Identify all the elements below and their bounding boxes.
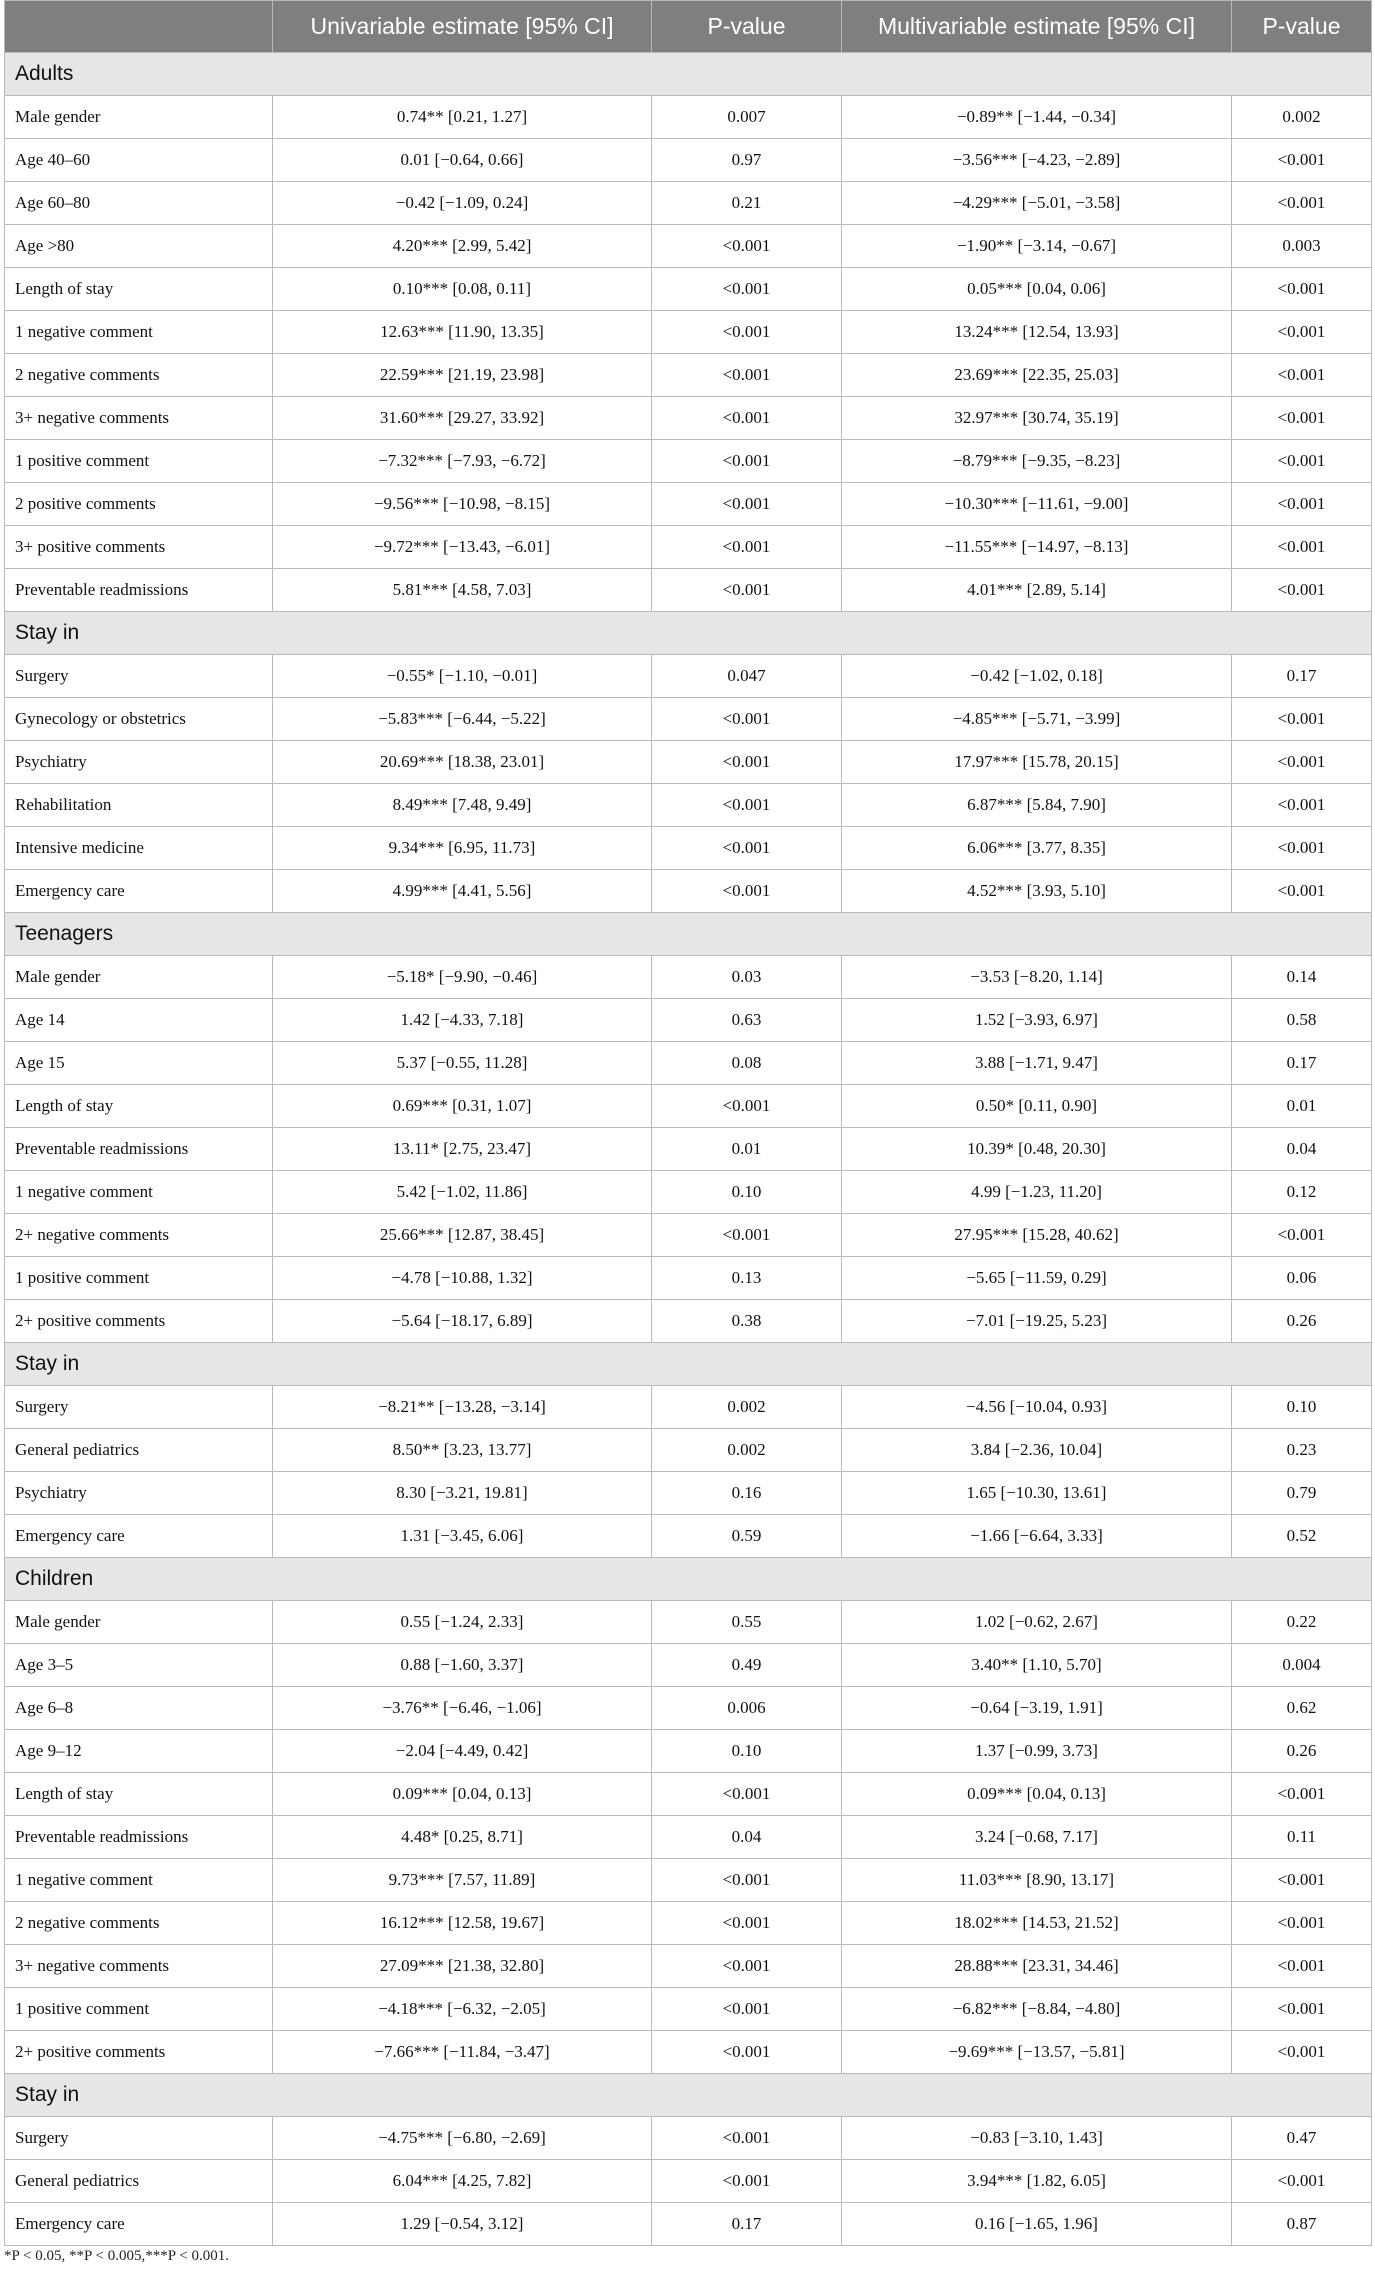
multivariable-p-value: <0.001: [1232, 1945, 1372, 1988]
univariable-estimate: 16.12*** [12.58, 19.67]: [273, 1902, 652, 1945]
multivariable-estimate: 1.37 [−0.99, 3.73]: [842, 1730, 1232, 1773]
multivariable-estimate: 0.16 [−1.65, 1.96]: [842, 2203, 1232, 2246]
univariable-p-value: <0.001: [652, 397, 842, 440]
table-row: [5, 1257, 1372, 1300]
univariable-p-value: <0.001: [652, 2160, 842, 2203]
multivariable-estimate: 3.94*** [1.82, 6.05]: [842, 2160, 1232, 2203]
table-row: [5, 354, 1372, 397]
univariable-estimate: 5.81*** [4.58, 7.03]: [273, 569, 652, 612]
row-label: 2 negative comments: [5, 1902, 273, 1945]
table-row: [5, 1988, 1372, 2031]
row-label: Preventable readmissions: [5, 1816, 273, 1859]
multivariable-estimate: 11.03*** [8.90, 13.17]: [842, 1859, 1232, 1902]
table-row: [5, 2160, 1372, 2203]
univariable-p-value: <0.001: [652, 784, 842, 827]
row-label: 1 negative comment: [5, 1171, 273, 1214]
univariable-estimate: 5.42 [−1.02, 11.86]: [273, 1171, 652, 1214]
univariable-estimate: 0.74** [0.21, 1.27]: [273, 96, 652, 139]
multivariable-p-value: 0.04: [1232, 1128, 1372, 1171]
row-label: Age 15: [5, 1042, 273, 1085]
univariable-p-value: 0.63: [652, 999, 842, 1042]
table-row: [5, 182, 1372, 225]
row-label: Age 60–80: [5, 182, 273, 225]
univariable-estimate: 25.66*** [12.87, 38.45]: [273, 1214, 652, 1257]
univariable-p-value: <0.001: [652, 311, 842, 354]
table-row: [5, 784, 1372, 827]
table-row: [5, 956, 1372, 999]
multivariable-p-value: <0.001: [1232, 1859, 1372, 1902]
multivariable-p-value: 0.26: [1232, 1300, 1372, 1343]
univariable-p-value: 0.04: [652, 1816, 842, 1859]
univariable-p-value: 0.002: [652, 1386, 842, 1429]
table-row: [5, 655, 1372, 698]
row-label: 2+ negative comments: [5, 1214, 273, 1257]
table-row: [5, 870, 1372, 913]
univariable-estimate: −0.42 [−1.09, 0.24]: [273, 182, 652, 225]
univariable-estimate: 9.73*** [7.57, 11.89]: [273, 1859, 652, 1902]
table-body: [5, 53, 1372, 2246]
univariable-estimate: 22.59*** [21.19, 23.98]: [273, 354, 652, 397]
multivariable-estimate: 0.05*** [0.04, 0.06]: [842, 268, 1232, 311]
univariable-estimate: 1.42 [−4.33, 7.18]: [273, 999, 652, 1042]
multivariable-p-value: <0.001: [1232, 1214, 1372, 1257]
univariable-p-value: <0.001: [652, 569, 842, 612]
univariable-p-value: 0.16: [652, 1472, 842, 1515]
univariable-p-value: 0.38: [652, 1300, 842, 1343]
table-row: [5, 1042, 1372, 1085]
multivariable-estimate: 28.88*** [23.31, 34.46]: [842, 1945, 1232, 1988]
row-label: Preventable readmissions: [5, 1128, 273, 1171]
univariable-estimate: 1.29 [−0.54, 3.12]: [273, 2203, 652, 2246]
univariable-p-value: 0.01: [652, 1128, 842, 1171]
header-variable: [5, 1, 273, 53]
multivariable-p-value: <0.001: [1232, 569, 1372, 612]
univariable-estimate: 8.30 [−3.21, 19.81]: [273, 1472, 652, 1515]
multivariable-estimate: −0.83 [−3.10, 1.43]: [842, 2117, 1232, 2160]
multivariable-estimate: 18.02*** [14.53, 21.52]: [842, 1902, 1232, 1945]
univariable-estimate: −5.64 [−18.17, 6.89]: [273, 1300, 652, 1343]
multivariable-estimate: −0.89** [−1.44, −0.34]: [842, 96, 1232, 139]
univariable-estimate: 0.10*** [0.08, 0.11]: [273, 268, 652, 311]
multivariable-estimate: −4.56 [−10.04, 0.93]: [842, 1386, 1232, 1429]
multivariable-estimate: −0.64 [−3.19, 1.91]: [842, 1687, 1232, 1730]
multivariable-p-value: 0.17: [1232, 1042, 1372, 1085]
univariable-p-value: <0.001: [652, 225, 842, 268]
multivariable-estimate: −10.30*** [−11.61, −9.00]: [842, 483, 1232, 526]
row-label: Rehabilitation: [5, 784, 273, 827]
multivariable-estimate: 32.97*** [30.74, 35.19]: [842, 397, 1232, 440]
multivariable-estimate: 6.87*** [5.84, 7.90]: [842, 784, 1232, 827]
univariable-p-value: <0.001: [652, 483, 842, 526]
univariable-estimate: 1.31 [−3.45, 6.06]: [273, 1515, 652, 1558]
multivariable-estimate: −3.53 [−8.20, 1.14]: [842, 956, 1232, 999]
multivariable-estimate: −11.55*** [−14.97, −8.13]: [842, 526, 1232, 569]
multivariable-p-value: <0.001: [1232, 526, 1372, 569]
row-label: 1 positive comment: [5, 1988, 273, 2031]
row-label: Length of stay: [5, 1085, 273, 1128]
section-title: Stay in: [5, 1343, 1372, 1386]
univariable-p-value: <0.001: [652, 354, 842, 397]
multivariable-p-value: 0.14: [1232, 956, 1372, 999]
multivariable-p-value: 0.01: [1232, 1085, 1372, 1128]
row-label: Gynecology or obstetrics: [5, 698, 273, 741]
regression-table: [4, 0, 1372, 2246]
univariable-p-value: 0.002: [652, 1429, 842, 1472]
univariable-p-value: 0.03: [652, 956, 842, 999]
multivariable-estimate: 4.52*** [3.93, 5.10]: [842, 870, 1232, 913]
multivariable-estimate: −9.69*** [−13.57, −5.81]: [842, 2031, 1232, 2074]
multivariable-p-value: <0.001: [1232, 827, 1372, 870]
multivariable-p-value: <0.001: [1232, 311, 1372, 354]
univariable-estimate: 27.09*** [21.38, 32.80]: [273, 1945, 652, 1988]
multivariable-p-value: 0.12: [1232, 1171, 1372, 1214]
multivariable-p-value: <0.001: [1232, 784, 1372, 827]
univariable-p-value: <0.001: [652, 698, 842, 741]
header-univariable-estimate: Univariable estimate [95% CI]: [273, 1, 652, 53]
table-row: [5, 999, 1372, 1042]
header-univariable-p-value: P-value: [652, 1, 842, 53]
univariable-p-value: <0.001: [652, 1773, 842, 1816]
univariable-p-value: <0.001: [652, 268, 842, 311]
row-label: Length of stay: [5, 1773, 273, 1816]
multivariable-p-value: <0.001: [1232, 354, 1372, 397]
table-row: [5, 139, 1372, 182]
multivariable-p-value: 0.06: [1232, 1257, 1372, 1300]
row-label: 2+ positive comments: [5, 1300, 273, 1343]
section-title: Children: [5, 1558, 1372, 1601]
row-label: Age >80: [5, 225, 273, 268]
univariable-p-value: 0.006: [652, 1687, 842, 1730]
univariable-estimate: −4.18*** [−6.32, −2.05]: [273, 1988, 652, 2031]
univariable-estimate: −9.72*** [−13.43, −6.01]: [273, 526, 652, 569]
multivariable-p-value: <0.001: [1232, 139, 1372, 182]
multivariable-p-value: 0.10: [1232, 1386, 1372, 1429]
table-row: [5, 827, 1372, 870]
multivariable-estimate: −5.65 [−11.59, 0.29]: [842, 1257, 1232, 1300]
univariable-p-value: 0.97: [652, 139, 842, 182]
univariable-p-value: <0.001: [652, 870, 842, 913]
univariable-estimate: 13.11* [2.75, 23.47]: [273, 1128, 652, 1171]
univariable-p-value: 0.55: [652, 1601, 842, 1644]
univariable-p-value: <0.001: [652, 1214, 842, 1257]
univariable-estimate: 0.01 [−0.64, 0.66]: [273, 139, 652, 182]
section-header-row: [5, 1558, 1372, 1601]
multivariable-p-value: <0.001: [1232, 483, 1372, 526]
table-row: [5, 2203, 1372, 2246]
row-label: Emergency care: [5, 2203, 273, 2246]
univariable-estimate: −7.66*** [−11.84, −3.47]: [273, 2031, 652, 2074]
univariable-p-value: <0.001: [652, 526, 842, 569]
univariable-p-value: 0.007: [652, 96, 842, 139]
univariable-p-value: 0.17: [652, 2203, 842, 2246]
row-label: Male gender: [5, 96, 273, 139]
univariable-estimate: −4.75*** [−6.80, −2.69]: [273, 2117, 652, 2160]
row-label: Age 14: [5, 999, 273, 1042]
table-row: [5, 1730, 1372, 1773]
table-row: [5, 1859, 1372, 1902]
table-row: [5, 311, 1372, 354]
table-row: [5, 440, 1372, 483]
univariable-estimate: 4.48* [0.25, 8.71]: [273, 1816, 652, 1859]
table-row: [5, 225, 1372, 268]
multivariable-estimate: −4.29*** [−5.01, −3.58]: [842, 182, 1232, 225]
multivariable-estimate: −7.01 [−19.25, 5.23]: [842, 1300, 1232, 1343]
row-label: 1 positive comment: [5, 440, 273, 483]
row-label: 3+ negative comments: [5, 1945, 273, 1988]
row-label: Intensive medicine: [5, 827, 273, 870]
table-row: [5, 1472, 1372, 1515]
univariable-estimate: 8.49*** [7.48, 9.49]: [273, 784, 652, 827]
multivariable-estimate: 4.01*** [2.89, 5.14]: [842, 569, 1232, 612]
table-row: [5, 1085, 1372, 1128]
univariable-estimate: 9.34*** [6.95, 11.73]: [273, 827, 652, 870]
table-row: [5, 1816, 1372, 1859]
univariable-p-value: 0.13: [652, 1257, 842, 1300]
section-header-row: [5, 2074, 1372, 2117]
univariable-estimate: 0.88 [−1.60, 3.37]: [273, 1644, 652, 1687]
row-label: Preventable readmissions: [5, 569, 273, 612]
table-row: [5, 1945, 1372, 1988]
section-title: Stay in: [5, 612, 1372, 655]
table-row: [5, 1687, 1372, 1730]
univariable-estimate: −2.04 [−4.49, 0.42]: [273, 1730, 652, 1773]
multivariable-p-value: <0.001: [1232, 870, 1372, 913]
section-header-row: [5, 913, 1372, 956]
univariable-estimate: −9.56*** [−10.98, −8.15]: [273, 483, 652, 526]
table-row: [5, 1171, 1372, 1214]
table-row: [5, 1644, 1372, 1687]
multivariable-estimate: 3.40** [1.10, 5.70]: [842, 1644, 1232, 1687]
multivariable-estimate: −0.42 [−1.02, 0.18]: [842, 655, 1232, 698]
row-label: General pediatrics: [5, 2160, 273, 2203]
significance-footnote: *P < 0.05, **P < 0.005,***P < 0.001.: [4, 2248, 229, 2264]
univariable-estimate: −0.55* [−1.10, −0.01]: [273, 655, 652, 698]
row-label: Surgery: [5, 2117, 273, 2160]
multivariable-estimate: 13.24*** [12.54, 13.93]: [842, 311, 1232, 354]
header-multivariable-p-value: P-value: [1232, 1, 1372, 53]
multivariable-estimate: 27.95*** [15.28, 40.62]: [842, 1214, 1232, 1257]
univariable-p-value: <0.001: [652, 1859, 842, 1902]
univariable-estimate: 8.50** [3.23, 13.77]: [273, 1429, 652, 1472]
multivariable-p-value: <0.001: [1232, 397, 1372, 440]
univariable-p-value: <0.001: [652, 2031, 842, 2074]
table-row: [5, 2117, 1372, 2160]
multivariable-p-value: <0.001: [1232, 741, 1372, 784]
table-row: [5, 2031, 1372, 2074]
univariable-p-value: <0.001: [652, 440, 842, 483]
multivariable-p-value: 0.11: [1232, 1816, 1372, 1859]
row-label: Psychiatry: [5, 741, 273, 784]
univariable-estimate: 12.63*** [11.90, 13.35]: [273, 311, 652, 354]
univariable-estimate: 0.09*** [0.04, 0.13]: [273, 1773, 652, 1816]
multivariable-p-value: 0.58: [1232, 999, 1372, 1042]
table-row: [5, 569, 1372, 612]
table-row: [5, 268, 1372, 311]
multivariable-estimate: 1.02 [−0.62, 2.67]: [842, 1601, 1232, 1644]
univariable-estimate: −4.78 [−10.88, 1.32]: [273, 1257, 652, 1300]
row-label: Surgery: [5, 655, 273, 698]
row-label: Psychiatry: [5, 1472, 273, 1515]
table-header-row: [5, 1, 1372, 53]
multivariable-p-value: 0.87: [1232, 2203, 1372, 2246]
univariable-p-value: 0.10: [652, 1730, 842, 1773]
univariable-estimate: 20.69*** [18.38, 23.01]: [273, 741, 652, 784]
multivariable-estimate: 3.88 [−1.71, 9.47]: [842, 1042, 1232, 1085]
univariable-p-value: 0.10: [652, 1171, 842, 1214]
univariable-estimate: −5.18* [−9.90, −0.46]: [273, 956, 652, 999]
multivariable-p-value: 0.26: [1232, 1730, 1372, 1773]
univariable-estimate: −7.32*** [−7.93, −6.72]: [273, 440, 652, 483]
section-header-row: [5, 1343, 1372, 1386]
row-label: Length of stay: [5, 268, 273, 311]
multivariable-p-value: <0.001: [1232, 268, 1372, 311]
multivariable-p-value: 0.62: [1232, 1687, 1372, 1730]
multivariable-estimate: 4.99 [−1.23, 11.20]: [842, 1171, 1232, 1214]
multivariable-p-value: <0.001: [1232, 698, 1372, 741]
univariable-p-value: 0.08: [652, 1042, 842, 1085]
header-multivariable-estimate: Multivariable estimate [95% CI]: [842, 1, 1232, 53]
section-header-row: [5, 612, 1372, 655]
univariable-p-value: 0.59: [652, 1515, 842, 1558]
univariable-p-value: <0.001: [652, 741, 842, 784]
row-label: 2+ positive comments: [5, 2031, 273, 2074]
row-label: 1 negative comment: [5, 1859, 273, 1902]
univariable-p-value: 0.49: [652, 1644, 842, 1687]
multivariable-estimate: 23.69*** [22.35, 25.03]: [842, 354, 1232, 397]
univariable-p-value: 0.047: [652, 655, 842, 698]
row-label: Age 9–12: [5, 1730, 273, 1773]
row-label: Male gender: [5, 1601, 273, 1644]
row-label: Age 6–8: [5, 1687, 273, 1730]
univariable-p-value: <0.001: [652, 827, 842, 870]
section-title: Stay in: [5, 2074, 1372, 2117]
table-row: [5, 1515, 1372, 1558]
multivariable-p-value: <0.001: [1232, 2160, 1372, 2203]
univariable-estimate: 5.37 [−0.55, 11.28]: [273, 1042, 652, 1085]
multivariable-p-value: 0.002: [1232, 96, 1372, 139]
multivariable-estimate: 3.84 [−2.36, 10.04]: [842, 1429, 1232, 1472]
univariable-p-value: <0.001: [652, 1902, 842, 1945]
row-label: Age 40–60: [5, 139, 273, 182]
multivariable-estimate: 10.39* [0.48, 20.30]: [842, 1128, 1232, 1171]
table-row: [5, 526, 1372, 569]
multivariable-estimate: 3.24 [−0.68, 7.17]: [842, 1816, 1232, 1859]
multivariable-estimate: 1.52 [−3.93, 6.97]: [842, 999, 1232, 1042]
univariable-estimate: 4.99*** [4.41, 5.56]: [273, 870, 652, 913]
table-row: [5, 1773, 1372, 1816]
section-title: Teenagers: [5, 913, 1372, 956]
multivariable-p-value: <0.001: [1232, 1773, 1372, 1816]
univariable-estimate: −5.83*** [−6.44, −5.22]: [273, 698, 652, 741]
univariable-p-value: <0.001: [652, 2117, 842, 2160]
multivariable-p-value: <0.001: [1232, 440, 1372, 483]
multivariable-p-value: 0.22: [1232, 1601, 1372, 1644]
multivariable-estimate: −6.82*** [−8.84, −4.80]: [842, 1988, 1232, 2031]
row-label: 3+ negative comments: [5, 397, 273, 440]
multivariable-p-value: <0.001: [1232, 2031, 1372, 2074]
multivariable-estimate: 17.97*** [15.78, 20.15]: [842, 741, 1232, 784]
table-row: [5, 1902, 1372, 1945]
table-row: [5, 1601, 1372, 1644]
univariable-estimate: 31.60*** [29.27, 33.92]: [273, 397, 652, 440]
row-label: General pediatrics: [5, 1429, 273, 1472]
multivariable-p-value: 0.003: [1232, 225, 1372, 268]
row-label: 2 positive comments: [5, 483, 273, 526]
univariable-estimate: 4.20*** [2.99, 5.42]: [273, 225, 652, 268]
univariable-p-value: <0.001: [652, 1988, 842, 2031]
univariable-p-value: <0.001: [652, 1085, 842, 1128]
multivariable-estimate: −8.79*** [−9.35, −8.23]: [842, 440, 1232, 483]
table-row: [5, 1386, 1372, 1429]
multivariable-p-value: 0.47: [1232, 2117, 1372, 2160]
section-header-row: [5, 53, 1372, 96]
multivariable-estimate: −1.66 [−6.64, 3.33]: [842, 1515, 1232, 1558]
univariable-estimate: −8.21** [−13.28, −3.14]: [273, 1386, 652, 1429]
univariable-estimate: 0.55 [−1.24, 2.33]: [273, 1601, 652, 1644]
table-row: [5, 741, 1372, 784]
table-row: [5, 397, 1372, 440]
multivariable-p-value: <0.001: [1232, 1988, 1372, 2031]
multivariable-estimate: 0.09*** [0.04, 0.13]: [842, 1773, 1232, 1816]
row-label: 2 negative comments: [5, 354, 273, 397]
multivariable-estimate: 6.06*** [3.77, 8.35]: [842, 827, 1232, 870]
table-row: [5, 1214, 1372, 1257]
row-label: Emergency care: [5, 1515, 273, 1558]
multivariable-p-value: 0.79: [1232, 1472, 1372, 1515]
multivariable-p-value: 0.52: [1232, 1515, 1372, 1558]
table-row: [5, 698, 1372, 741]
row-label: 3+ positive comments: [5, 526, 273, 569]
multivariable-estimate: −4.85*** [−5.71, −3.99]: [842, 698, 1232, 741]
univariable-estimate: 0.69*** [0.31, 1.07]: [273, 1085, 652, 1128]
multivariable-p-value: 0.17: [1232, 655, 1372, 698]
univariable-p-value: <0.001: [652, 1945, 842, 1988]
row-label: 1 positive comment: [5, 1257, 273, 1300]
table-row: [5, 96, 1372, 139]
multivariable-p-value: <0.001: [1232, 1902, 1372, 1945]
univariable-estimate: −3.76** [−6.46, −1.06]: [273, 1687, 652, 1730]
row-label: Surgery: [5, 1386, 273, 1429]
table-row: [5, 1128, 1372, 1171]
multivariable-p-value: 0.004: [1232, 1644, 1372, 1687]
univariable-p-value: 0.21: [652, 182, 842, 225]
table-row: [5, 1429, 1372, 1472]
section-title: Adults: [5, 53, 1372, 96]
row-label: 1 negative comment: [5, 311, 273, 354]
multivariable-p-value: <0.001: [1232, 182, 1372, 225]
multivariable-p-value: 0.23: [1232, 1429, 1372, 1472]
univariable-estimate: 6.04*** [4.25, 7.82]: [273, 2160, 652, 2203]
multivariable-estimate: −1.90** [−3.14, −0.67]: [842, 225, 1232, 268]
multivariable-estimate: −3.56*** [−4.23, −2.89]: [842, 139, 1232, 182]
row-label: Age 3–5: [5, 1644, 273, 1687]
row-label: Male gender: [5, 956, 273, 999]
multivariable-estimate: 0.50* [0.11, 0.90]: [842, 1085, 1232, 1128]
multivariable-estimate: 1.65 [−10.30, 13.61]: [842, 1472, 1232, 1515]
row-label: Emergency care: [5, 870, 273, 913]
table-row: [5, 483, 1372, 526]
table-row: [5, 1300, 1372, 1343]
